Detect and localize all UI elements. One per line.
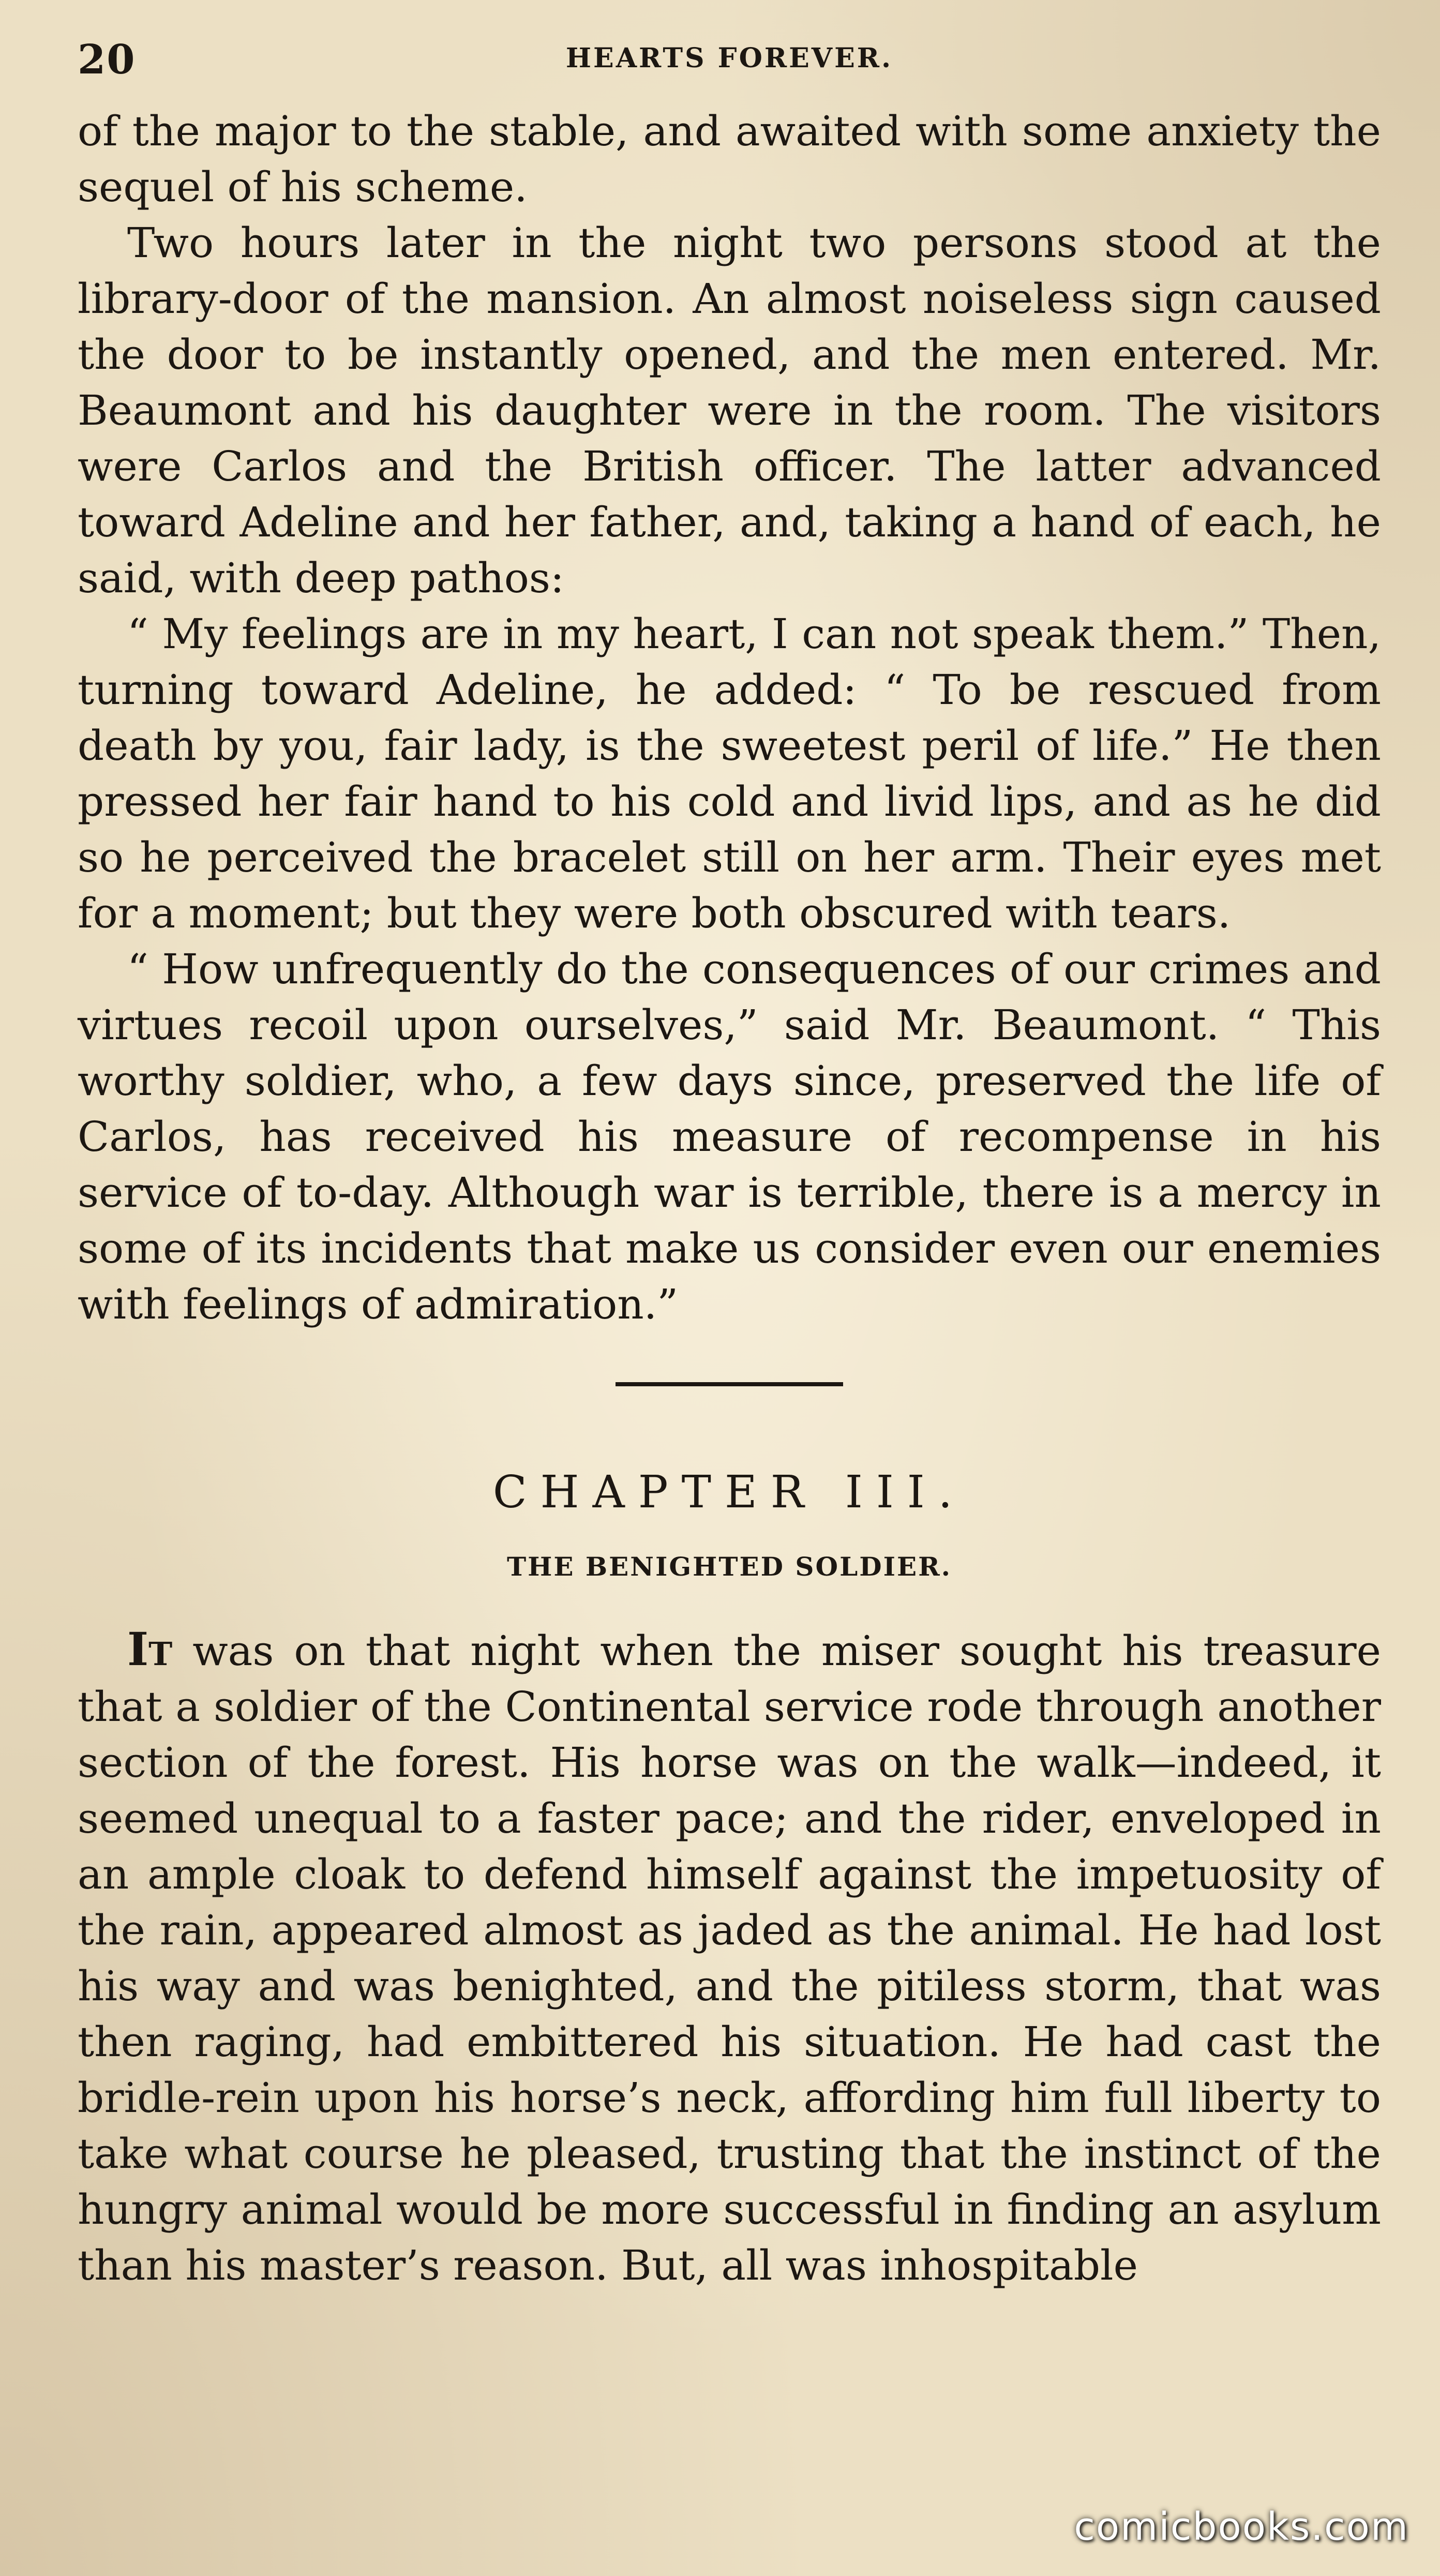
chapter-first-paragraph	[78, 1621, 1381, 2294]
paragraph-my-feelings: “ My feelings are in my heart, I can not speak them.” Then, turning toward Adeline, he added: “ To be rescued from death by you, fair lady, is the sweetest peril of life.” He then pressed her fair hand to his cold and livid lips, and as he did so he perceived the bracelet still on her arm. Their eyes met for a moment; but they were both obscured with tears.	[78, 610, 1381, 937]
paragraph-library-door: Two hours later in the night two persons stood at the library-door of the mansion. An almost noiseless sign caused the door to be instantly opened, and the men entered. Mr. Beaumont and his daughter were in the room. The visitors were Carlos and the British officer. The latter advanced toward Adeline and her father, and, taking a hand of each, he said, with deep pathos:	[78, 219, 1381, 602]
running-title: HEARTS FOREVER.	[565, 42, 893, 74]
paragraph-continuation: of the major to the stable, and awaited with some anxiety the sequel of his scheme.	[78, 107, 1381, 211]
chapter-lead-word: It	[127, 1622, 173, 1676]
chapter-subtitle: THE BENIGHTED SOLDIER.	[506, 1551, 952, 1582]
chapter-first-paragraph-text: was on that night when the miser sought his treasure that a soldier of the Continental service rode through another section of the forest. His horse was on the walk—indeed, it seemed unequal to a faster pace; and the rider, enveloped in an ample cloak to defend himself against the impetuosity of the rain, appeared almost as jaded as the animal. He had lost his way and was benighted, and the pitiless storm, that was then raging, had embittered his situation. He had cast the bridle-rein upon his horse’s neck, affording him full liberty to take what course he pleased, trusting that the instinct of the hungry animal would be more successful in finding an asylum than his master’s reason. But, all was inhospitable	[78, 1627, 1381, 2289]
book-page	[78, 31, 1381, 2545]
running-head	[78, 31, 1381, 93]
site-watermark: comicbooks.com	[1074, 2505, 1409, 2549]
chapter-title: CHAPTER III.	[492, 1466, 966, 1518]
page-number: 20	[78, 36, 136, 83]
section-divider	[616, 1382, 843, 1386]
paragraph-mr-beaumont: “ How unfrequently do the consequences of our crimes and virtues recoil upon ourselves,” said Mr. Beaumont. “ This worthy soldier, who, a few days since, preserved the life of Carlos, has received his measure of recompense in his service of to-day. Although war is terrible, there is a mercy in some of its incidents that make us consider even our enemies with feelings of admiration.”	[78, 945, 1381, 1328]
